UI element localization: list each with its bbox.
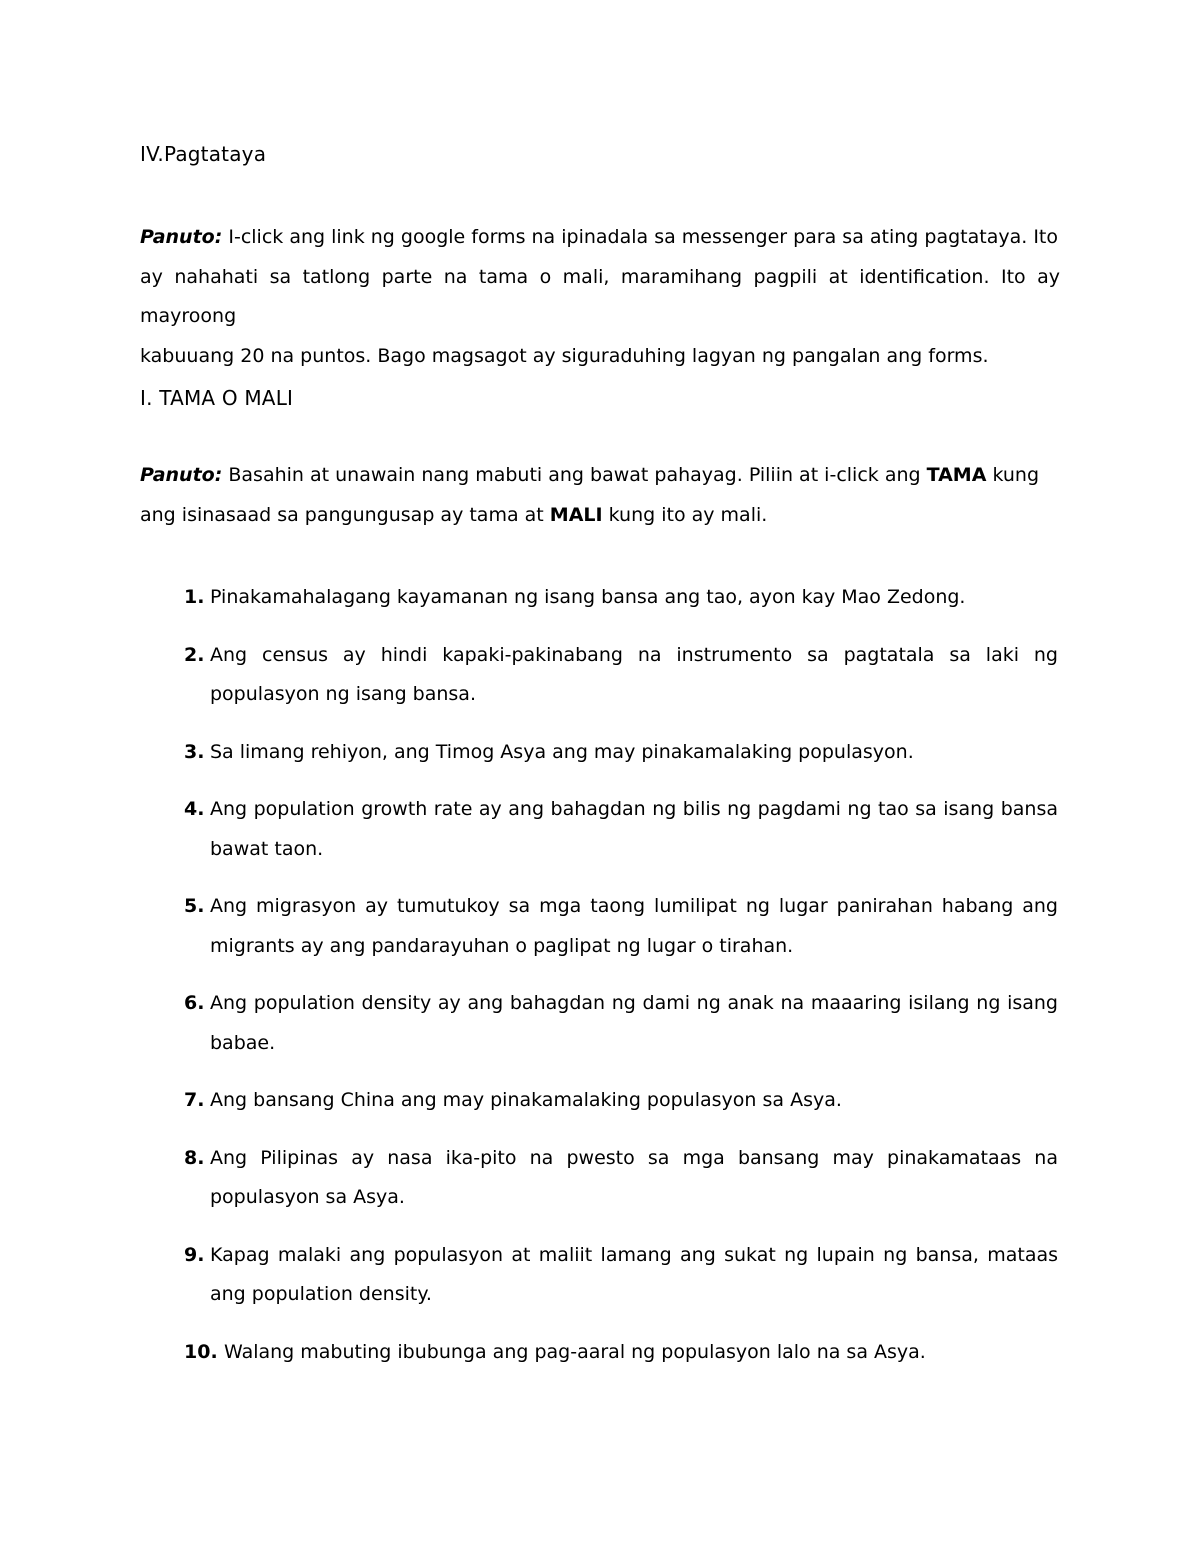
item-number: 2. — [184, 643, 205, 666]
item-text: Ang population growth rate ay ang bahagdan ng bilis ng pagdami ng tao sa isang bansa bawat taon. — [210, 798, 1058, 860]
section-heading: IV.Pagtataya — [140, 142, 267, 166]
intro-line-3: kabuuang 20 na puntos. Bago magsagot ay siguraduhing lagyan ng pangalan ang forms. — [140, 344, 989, 367]
item-number: 4. — [184, 798, 205, 820]
item-text: Pinakamahalagang kayamanan ng isang bansa ang tao, ayon kay Mao Zedong. — [210, 586, 966, 608]
list-item — [184, 1333, 1058, 1373]
list-item — [184, 790, 1058, 869]
item-number: 9. — [184, 1243, 205, 1266]
item-text: Ang bansang China ang may pinakamalaking populasyon sa Asya. — [210, 1089, 842, 1111]
part-title: I. TAMA O MALI — [140, 386, 294, 410]
item-text: Walang mabuting ibubunga ang pag-aaral ng populasyon lalo na sa Asya. — [224, 1340, 926, 1363]
list-item — [184, 733, 1058, 773]
mali-keyword: MALI — [549, 503, 603, 526]
item-text: Ang Pilipinas ay nasa ika-pito na pwesto sa mga bansang may pinakamataas na populasyon sa Asya. — [210, 1146, 1058, 1208]
list-item — [184, 636, 1058, 715]
intro-label: Panuto: — [140, 226, 223, 248]
tama-keyword: TAMA — [926, 464, 987, 486]
list-item — [184, 1139, 1058, 1218]
intro-line-2: ay nahahati sa tatlong parte na tama o mali, maramihang pagpili at identification. Ito ay mayroong — [140, 265, 1060, 327]
item-text: Ang census ay hindi kapaki-pakinabang na instrumento sa pagtatala sa laki ng populasyon ng isang bansa. — [210, 643, 1058, 705]
item-number: 1. — [184, 586, 205, 608]
list-item — [184, 578, 1058, 618]
item-text: Sa limang rehiyon, ang Timog Asya ang may pinakamalaking populasyon. — [210, 740, 914, 763]
part-instruction: Panuto: Basahin at unawain nang mabuti ang bawat pahayag. Piliin at i-click ang TAMA kung ang isinasaad sa pangungusap ay tama at MALI kung ito ay mali. — [140, 464, 1040, 526]
list-item — [184, 887, 1058, 966]
instruction-label: Panuto: — [140, 464, 223, 486]
intro-paragraph — [140, 218, 1060, 376]
list-item — [184, 1081, 1058, 1121]
list-item — [184, 984, 1058, 1063]
item-number: 7. — [184, 1089, 205, 1111]
item-number: 8. — [184, 1146, 205, 1169]
item-number: 3. — [184, 740, 205, 763]
list-item — [184, 1236, 1058, 1315]
item-text: Kapag malaki ang populasyon at maliit lamang ang sukat ng lupain ng bansa, mataas ang population density. — [210, 1243, 1058, 1305]
intro-line-1: I-click ang link ng google forms na ipinadala sa messenger para sa ating pagtataya. Ito — [222, 226, 1058, 248]
item-number: 10. — [184, 1340, 218, 1363]
item-text: Ang population density ay ang bahagdan ng dami ng anak na maaaring isilang ng isang babae. — [210, 992, 1058, 1054]
statement-list — [184, 578, 1058, 1372]
item-number: 6. — [184, 992, 205, 1014]
item-number: 5. — [184, 895, 205, 917]
item-text: Ang migrasyon ay tumutukoy sa mga taong lumilipat ng lugar panirahan habang ang migrants ay ang pandarayuhan o paglipat ng lugar o tirahan. — [210, 895, 1058, 957]
